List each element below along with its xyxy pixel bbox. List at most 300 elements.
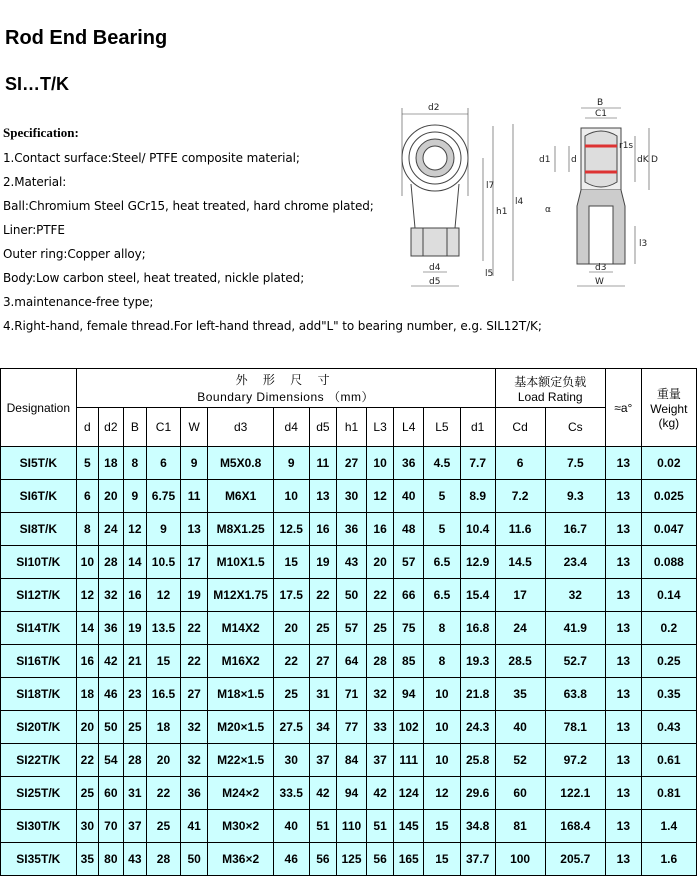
table-cell: 28.5 bbox=[495, 645, 545, 678]
table-cell: 42 bbox=[99, 645, 124, 678]
table-cell: 71 bbox=[337, 678, 367, 711]
label-W: W bbox=[595, 277, 604, 287]
label-l5: l5 bbox=[485, 269, 494, 279]
table-cell: 7.2 bbox=[495, 480, 545, 513]
table-cell: 52.7 bbox=[545, 645, 605, 678]
column-header: d5 bbox=[309, 408, 337, 447]
table-cell: 0.025 bbox=[641, 480, 696, 513]
designation-cell: SI18T/K bbox=[1, 678, 77, 711]
table-cell: 9 bbox=[147, 513, 181, 546]
table-cell: 28 bbox=[147, 843, 181, 876]
table-cell: 145 bbox=[394, 810, 424, 843]
label-D: D bbox=[651, 155, 658, 165]
table-cell: 34 bbox=[309, 711, 337, 744]
table-cell: 6 bbox=[495, 447, 545, 480]
dimensions-header-en: Boundary Dimensions （mm） bbox=[197, 390, 374, 404]
table-cell: 4.5 bbox=[424, 447, 461, 480]
table-cell: 18 bbox=[76, 678, 98, 711]
table-cell: 34.8 bbox=[460, 810, 495, 843]
table-cell: 0.25 bbox=[641, 645, 696, 678]
table-cell: 13 bbox=[605, 447, 641, 480]
table-cell: 1.4 bbox=[641, 810, 696, 843]
table-cell: 13 bbox=[605, 546, 641, 579]
table-cell: 48 bbox=[394, 513, 424, 546]
table-cell: 19 bbox=[123, 612, 147, 645]
label-d3: d3 bbox=[595, 263, 607, 273]
table-row bbox=[1, 711, 697, 744]
table-cell: 37 bbox=[309, 744, 337, 777]
table-cell: 41 bbox=[180, 810, 208, 843]
table-cell: 70 bbox=[99, 810, 124, 843]
table-cell: 13 bbox=[605, 579, 641, 612]
table-cell: 29.6 bbox=[460, 777, 495, 810]
table-cell: 25 bbox=[76, 777, 98, 810]
table-cell: M10X1.5 bbox=[208, 546, 273, 579]
table-cell: 33 bbox=[366, 711, 394, 744]
table-cell: 50 bbox=[99, 711, 124, 744]
table-row bbox=[1, 810, 697, 843]
table-cell: 6 bbox=[76, 480, 98, 513]
table-cell: 0.14 bbox=[641, 579, 696, 612]
table-cell: 12.9 bbox=[460, 546, 495, 579]
table-cell: 13.5 bbox=[147, 612, 181, 645]
table-cell: 33.5 bbox=[273, 777, 309, 810]
column-header: h1 bbox=[337, 408, 367, 447]
table-cell: 6.75 bbox=[147, 480, 181, 513]
table-cell: 25 bbox=[309, 612, 337, 645]
table-cell: 10 bbox=[366, 447, 394, 480]
table-cell: M36×2 bbox=[208, 843, 273, 876]
spec-line: Outer ring:Copper alloy; bbox=[3, 247, 146, 261]
table-cell: 16.5 bbox=[147, 678, 181, 711]
weight-header-en: Weight bbox=[650, 402, 688, 416]
designation-cell: SI16T/K bbox=[1, 645, 77, 678]
designation-cell: SI6T/K bbox=[1, 480, 77, 513]
table-cell: M24×2 bbox=[208, 777, 273, 810]
table-cell: 24 bbox=[495, 612, 545, 645]
label-d5: d5 bbox=[429, 277, 441, 287]
spec-line: Liner:PTFE bbox=[3, 223, 65, 237]
table-cell: 6 bbox=[147, 447, 181, 480]
table-cell: 40 bbox=[394, 480, 424, 513]
table-cell: 12.5 bbox=[273, 513, 309, 546]
label-l3: l3 bbox=[639, 239, 648, 249]
table-cell: 10.5 bbox=[147, 546, 181, 579]
table-cell: 20 bbox=[366, 546, 394, 579]
table-row bbox=[1, 513, 697, 546]
table-cell: 0.047 bbox=[641, 513, 696, 546]
table-cell: 94 bbox=[394, 678, 424, 711]
column-header: B bbox=[123, 408, 147, 447]
table-row bbox=[1, 447, 697, 480]
table-cell: 12 bbox=[147, 579, 181, 612]
table-cell: 0.81 bbox=[641, 777, 696, 810]
table-cell: 36 bbox=[99, 612, 124, 645]
table-cell: 110 bbox=[337, 810, 367, 843]
table-cell: 25 bbox=[147, 810, 181, 843]
table-cell: 94 bbox=[337, 777, 367, 810]
table-cell: 16 bbox=[366, 513, 394, 546]
header-section bbox=[0, 0, 697, 368]
table-cell: 13 bbox=[605, 810, 641, 843]
table-row bbox=[1, 744, 697, 777]
table-body bbox=[1, 447, 697, 876]
table-cell: 22 bbox=[76, 744, 98, 777]
table-cell: 24.3 bbox=[460, 711, 495, 744]
table-cell: 37.7 bbox=[460, 843, 495, 876]
table-cell: M16X2 bbox=[208, 645, 273, 678]
spec-line: 1.Contact surface:Steel/ PTFE composite material; bbox=[3, 151, 300, 165]
weight-header bbox=[641, 369, 696, 447]
table-cell: 9 bbox=[180, 447, 208, 480]
table-cell: 28 bbox=[366, 645, 394, 678]
dimensions-header-cn: 外 形 尺 寸 bbox=[235, 373, 336, 387]
table-cell: 57 bbox=[337, 612, 367, 645]
table-cell: 11.6 bbox=[495, 513, 545, 546]
table-cell: M30×2 bbox=[208, 810, 273, 843]
table-cell: 8 bbox=[123, 447, 147, 480]
table-cell: 12 bbox=[366, 480, 394, 513]
table-cell: 13 bbox=[605, 645, 641, 678]
table-cell: 78.1 bbox=[545, 711, 605, 744]
table-cell: 32 bbox=[545, 579, 605, 612]
table-cell: 35 bbox=[495, 678, 545, 711]
load-rating-header-cn: 基本额定负载 bbox=[514, 374, 587, 389]
table-cell: 27 bbox=[337, 447, 367, 480]
table-cell: 10 bbox=[424, 678, 461, 711]
table-cell: 27 bbox=[180, 678, 208, 711]
table-cell: 25 bbox=[273, 678, 309, 711]
table-cell: 23 bbox=[123, 678, 147, 711]
table-cell: 16.7 bbox=[545, 513, 605, 546]
column-header: L5 bbox=[424, 408, 461, 447]
column-header: Cd bbox=[495, 408, 545, 447]
table-cell: 54 bbox=[99, 744, 124, 777]
table-cell: 18 bbox=[99, 447, 124, 480]
table-cell: M5X0.8 bbox=[208, 447, 273, 480]
table-cell: 20 bbox=[273, 612, 309, 645]
table-cell: 16 bbox=[76, 645, 98, 678]
table-cell: 36 bbox=[180, 777, 208, 810]
load-rating-header-en: Load Rating bbox=[517, 389, 583, 404]
table-cell: 42 bbox=[309, 777, 337, 810]
table-cell: 32 bbox=[180, 711, 208, 744]
table-cell: 8.9 bbox=[460, 480, 495, 513]
spec-line: Body:Low carbon steel, heat treated, nickle plated; bbox=[3, 271, 305, 285]
table-cell: 77 bbox=[337, 711, 367, 744]
table-cell: 22 bbox=[273, 645, 309, 678]
table-cell: M22×1.5 bbox=[208, 744, 273, 777]
table-cell: 60 bbox=[495, 777, 545, 810]
table-cell: 42 bbox=[366, 777, 394, 810]
table-cell: 10 bbox=[424, 744, 461, 777]
table-row bbox=[1, 480, 697, 513]
table-cell: 15 bbox=[424, 810, 461, 843]
table-cell: 35 bbox=[76, 843, 98, 876]
table-cell: 17 bbox=[495, 579, 545, 612]
table-cell: 13 bbox=[309, 480, 337, 513]
label-C1: C1 bbox=[595, 109, 608, 119]
table-cell: 37 bbox=[366, 744, 394, 777]
angle-header: ≈a° bbox=[605, 369, 641, 447]
table-cell: 28 bbox=[99, 546, 124, 579]
table-cell: 51 bbox=[366, 810, 394, 843]
table-cell: 5 bbox=[424, 480, 461, 513]
table-cell: 6.5 bbox=[424, 579, 461, 612]
weight-header-unit: (kg) bbox=[658, 416, 680, 430]
table-cell: 27.5 bbox=[273, 711, 309, 744]
table-cell: M20×1.5 bbox=[208, 711, 273, 744]
label-r1s: r1s bbox=[619, 141, 634, 151]
table-cell: 8 bbox=[424, 612, 461, 645]
table-cell: 28 bbox=[123, 744, 147, 777]
table-cell: 22 bbox=[180, 645, 208, 678]
table-cell: 23.4 bbox=[545, 546, 605, 579]
dimensions-table bbox=[0, 368, 697, 876]
table-row bbox=[1, 843, 697, 876]
table-cell: 43 bbox=[123, 843, 147, 876]
label-B: B bbox=[597, 98, 604, 108]
column-header: Cs bbox=[545, 408, 605, 447]
table-cell: 25 bbox=[366, 612, 394, 645]
table-cell: 12 bbox=[424, 777, 461, 810]
column-header: W bbox=[180, 408, 208, 447]
table-cell: 85 bbox=[394, 645, 424, 678]
designation-cell: SI14T/K bbox=[1, 612, 77, 645]
table-cell: 12 bbox=[76, 579, 98, 612]
table-cell: 12 bbox=[123, 513, 147, 546]
designation-cell: SI10T/K bbox=[1, 546, 77, 579]
table-cell: 21 bbox=[123, 645, 147, 678]
table-cell: 25.8 bbox=[460, 744, 495, 777]
table-row bbox=[1, 645, 697, 678]
table-cell: 56 bbox=[309, 843, 337, 876]
table-cell: 22 bbox=[180, 612, 208, 645]
table-cell: 100 bbox=[495, 843, 545, 876]
load-rating-header bbox=[495, 369, 605, 408]
table-cell: 31 bbox=[123, 777, 147, 810]
designation-cell: SI12T/K bbox=[1, 579, 77, 612]
table-cell: 19.3 bbox=[460, 645, 495, 678]
table-cell: 15 bbox=[424, 843, 461, 876]
table-cell: 124 bbox=[394, 777, 424, 810]
column-header: d1 bbox=[460, 408, 495, 447]
table-cell: 6.5 bbox=[424, 546, 461, 579]
table-cell: 13 bbox=[180, 513, 208, 546]
table-cell: 0.35 bbox=[641, 678, 696, 711]
table-cell: 22 bbox=[147, 777, 181, 810]
table-cell: M8X1.25 bbox=[208, 513, 273, 546]
table-cell: 22 bbox=[309, 579, 337, 612]
table-cell: 60 bbox=[99, 777, 124, 810]
table-cell: 11 bbox=[309, 447, 337, 480]
weight-header-cn: 重量 bbox=[656, 387, 681, 401]
table-cell: 66 bbox=[394, 579, 424, 612]
table-cell: 5 bbox=[424, 513, 461, 546]
column-header: d4 bbox=[273, 408, 309, 447]
spec-heading: Specification: bbox=[3, 125, 79, 140]
table-cell: 40 bbox=[495, 711, 545, 744]
table-cell: 9.3 bbox=[545, 480, 605, 513]
table-cell: 13 bbox=[605, 777, 641, 810]
column-header: d2 bbox=[99, 408, 124, 447]
table-cell: 30 bbox=[76, 810, 98, 843]
table-cell: 10 bbox=[424, 711, 461, 744]
table-cell: 64 bbox=[337, 645, 367, 678]
table-row bbox=[1, 579, 697, 612]
table-cell: 27 bbox=[309, 645, 337, 678]
table-cell: 30 bbox=[273, 744, 309, 777]
table-cell: 165 bbox=[394, 843, 424, 876]
table-cell: 63.8 bbox=[545, 678, 605, 711]
spec-line: 2.Material: bbox=[3, 175, 67, 189]
table-cell: 7.7 bbox=[460, 447, 495, 480]
table-cell: 75 bbox=[394, 612, 424, 645]
table-cell: 9 bbox=[273, 447, 309, 480]
table-cell: 41.9 bbox=[545, 612, 605, 645]
label-d: d bbox=[571, 155, 577, 165]
table-cell: 22 bbox=[366, 579, 394, 612]
table-cell: 0.61 bbox=[641, 744, 696, 777]
table-cell: 168.4 bbox=[545, 810, 605, 843]
table-cell: 7.5 bbox=[545, 447, 605, 480]
dimensions-header bbox=[76, 369, 495, 408]
table-cell: 13 bbox=[605, 513, 641, 546]
table-cell: 122.1 bbox=[545, 777, 605, 810]
table-cell: M14X2 bbox=[208, 612, 273, 645]
table-cell: 37 bbox=[123, 810, 147, 843]
table-cell: 80 bbox=[99, 843, 124, 876]
table-cell: 13 bbox=[605, 744, 641, 777]
label-l4: l4 bbox=[515, 197, 524, 207]
designation-cell: SI8T/K bbox=[1, 513, 77, 546]
table-cell: 111 bbox=[394, 744, 424, 777]
table-cell: 14 bbox=[123, 546, 147, 579]
table-cell: 125 bbox=[337, 843, 367, 876]
table-cell: 14 bbox=[76, 612, 98, 645]
column-header: d bbox=[76, 408, 98, 447]
spec-line: 3.maintenance-free type; bbox=[3, 295, 154, 309]
column-header: L3 bbox=[366, 408, 394, 447]
table-cell: 13 bbox=[605, 678, 641, 711]
series-title: SI…T/K bbox=[5, 74, 70, 94]
spec-line: Ball:Chromium Steel GCr15, heat treated, hard chrome plated; bbox=[3, 199, 374, 213]
table-cell: 19 bbox=[180, 579, 208, 612]
table-cell: 13 bbox=[605, 480, 641, 513]
table-cell: 15 bbox=[273, 546, 309, 579]
designation-cell: SI30T/K bbox=[1, 810, 77, 843]
table-cell: 10 bbox=[273, 480, 309, 513]
designation-cell: SI20T/K bbox=[1, 711, 77, 744]
table-cell: 24 bbox=[99, 513, 124, 546]
table-cell: 0.02 bbox=[641, 447, 696, 480]
table-cell: 20 bbox=[147, 744, 181, 777]
bearing-technical-drawing bbox=[395, 96, 685, 296]
table-cell: 81 bbox=[495, 810, 545, 843]
table-cell: 46 bbox=[99, 678, 124, 711]
column-header-row bbox=[1, 408, 697, 447]
table-cell: 15 bbox=[147, 645, 181, 678]
table-cell: 8 bbox=[424, 645, 461, 678]
designation-cell: SI35T/K bbox=[1, 843, 77, 876]
table-cell: 17.5 bbox=[273, 579, 309, 612]
table-cell: 13 bbox=[605, 843, 641, 876]
table-cell: 20 bbox=[99, 480, 124, 513]
table-cell: 46 bbox=[273, 843, 309, 876]
table-cell: 57 bbox=[394, 546, 424, 579]
table-cell: 13 bbox=[605, 711, 641, 744]
table-row bbox=[1, 612, 697, 645]
table-cell: M12X1.75 bbox=[208, 579, 273, 612]
table-cell: 0.2 bbox=[641, 612, 696, 645]
table-cell: 50 bbox=[337, 579, 367, 612]
table-cell: 15.4 bbox=[460, 579, 495, 612]
table-cell: 51 bbox=[309, 810, 337, 843]
table-cell: 9 bbox=[123, 480, 147, 513]
table-cell: 1.6 bbox=[641, 843, 696, 876]
table-cell: 16 bbox=[123, 579, 147, 612]
label-l7: l7 bbox=[486, 181, 495, 191]
table-row bbox=[1, 678, 697, 711]
table-cell: 32 bbox=[99, 579, 124, 612]
table-cell: 20 bbox=[76, 711, 98, 744]
label-d4: d4 bbox=[429, 263, 441, 273]
table-cell: 16.8 bbox=[460, 612, 495, 645]
table-cell: M6X1 bbox=[208, 480, 273, 513]
table-cell: 43 bbox=[337, 546, 367, 579]
column-header: d3 bbox=[208, 408, 273, 447]
designation-cell: SI22T/K bbox=[1, 744, 77, 777]
table-cell: 8 bbox=[76, 513, 98, 546]
page-title: Rod End Bearing bbox=[5, 27, 168, 49]
table-cell: 13 bbox=[605, 612, 641, 645]
table-cell: 25 bbox=[123, 711, 147, 744]
table-cell: 16 bbox=[309, 513, 337, 546]
table-cell: 11 bbox=[180, 480, 208, 513]
label-dK: dK bbox=[637, 155, 649, 165]
table-cell: 0.088 bbox=[641, 546, 696, 579]
table-cell: 52 bbox=[495, 744, 545, 777]
table-cell: 31 bbox=[309, 678, 337, 711]
table-cell: 40 bbox=[273, 810, 309, 843]
table-cell: 0.43 bbox=[641, 711, 696, 744]
table-cell: 32 bbox=[366, 678, 394, 711]
table-cell: 36 bbox=[337, 513, 367, 546]
table-row bbox=[1, 777, 697, 810]
column-header: L4 bbox=[394, 408, 424, 447]
label-alpha: α bbox=[545, 205, 551, 215]
table-cell: 50 bbox=[180, 843, 208, 876]
table-cell: 97.2 bbox=[545, 744, 605, 777]
table-cell: 102 bbox=[394, 711, 424, 744]
table-cell: 84 bbox=[337, 744, 367, 777]
table-cell: 32 bbox=[180, 744, 208, 777]
designation-header: Designation bbox=[1, 369, 77, 447]
table-cell: 10.4 bbox=[460, 513, 495, 546]
column-header: C1 bbox=[147, 408, 181, 447]
table-cell: 10 bbox=[76, 546, 98, 579]
label-h1: h1 bbox=[496, 207, 508, 217]
spec-line: 4.Right-hand, female thread.For left-hand thread, add"L" to bearing number, e.g. SIL12T/K; bbox=[3, 319, 542, 333]
label-d1: d1 bbox=[539, 155, 551, 165]
table-cell: 56 bbox=[366, 843, 394, 876]
table-cell: 5 bbox=[76, 447, 98, 480]
table-cell: 21.8 bbox=[460, 678, 495, 711]
table-cell: 205.7 bbox=[545, 843, 605, 876]
table-cell: 30 bbox=[337, 480, 367, 513]
designation-cell: SI25T/K bbox=[1, 777, 77, 810]
designation-cell: SI5T/K bbox=[1, 447, 77, 480]
